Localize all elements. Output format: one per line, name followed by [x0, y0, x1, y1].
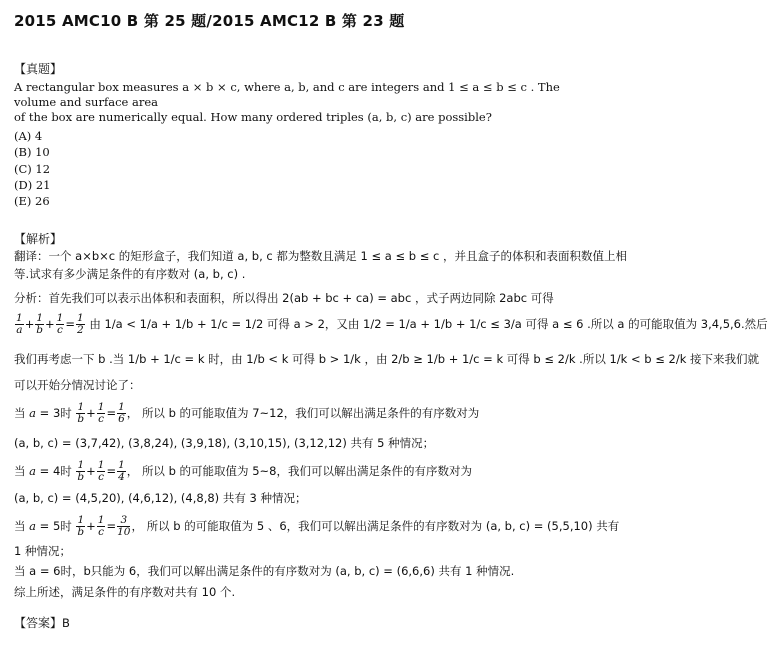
case-5-text: 所以 b 的可能取值为 5 、6，我们可以解出满足条件的有序数对为 (a, b, c) = (5,5,10) 共有: [146, 519, 620, 533]
analysis-equation-line: $\frac{1}{a}$ + $\frac{1}{b}$ + $\frac{1}{c}$ = $\frac{1}{2}$ 由 1/a < 1/a + 1/b + 1/c = 1/2 可得 a > 2，又由 1/2 = 1/a + 1/b + 1/c ≤ 3/a 可得 a ≤ 6 .所以 a 的可能取值为 3,4,5,6.然后: [16, 312, 768, 336]
analysis-line-3: 我们再考虑一下 b .当 1/b + 1/c = k 时，由 1/b < k 可得 b > 1/k ，由 2/b ≥ 1/b + 1/c = k 可得 b ≤ 2/k .所以 1/k < b ≤ 2/k 接下来我们就: [14, 352, 760, 366]
case-4-text: 所以 b 的可能取值为 5~8，我们可以解出满足条件的有序数对为: [141, 464, 472, 478]
case-4-line-2: (a, b, c) = (4,5,20), (4,6,12), (4,8,8) 共有 3 种情况；: [14, 491, 307, 505]
fraction: $\frac{1}{2}$: [76, 312, 84, 336]
choice-b: (B) 10: [14, 145, 50, 160]
case-3-text: 所以 b 的可能取值为 7~12，我们可以解出满足条件的有序数对为: [141, 406, 480, 420]
analysis-line-2: 由 1/a < 1/a + 1/b + 1/c = 1/2 可得 a > 2，又由 1/2 = 1/a + 1/b + 1/c ≤ 3/a 可得 a ≤ 6 .所以 a 的可能取值为 3,4,5,6.然后: [89, 317, 768, 331]
summary-line: 综上所述，满足条件的有序数对共有 10 个.: [14, 585, 236, 599]
analysis-line-4: 可以开始分情况讨论了：: [14, 378, 141, 392]
answer-value: B: [62, 616, 70, 630]
fraction: $\frac{1}{b}$: [36, 312, 44, 336]
problem-header: 【真题】: [14, 62, 63, 76]
answer-line: [14, 614, 609, 631]
choice-d: (D) 21: [14, 177, 51, 192]
translation-line-1: 翻译：一个 a×b×c 的矩形盒子，我们知道 a, b, c 都为整数且满足 1 ≤ a ≤ b ≤ c ，并且盒子的体积和表面积数值上相: [14, 249, 627, 263]
fraction: $\frac{1}{b}$: [77, 459, 85, 483]
fraction: $\frac{1}{6}$: [118, 401, 125, 425]
problem-text: [14, 80, 604, 125]
fraction: $\frac{1}{c}$: [97, 401, 105, 425]
choice-e: (E) 26: [14, 194, 50, 209]
problem-line-1: A rectangular box measures a × b × c, where a, b, and c are integers and 1 ≤ a ≤ b ≤ c . The volume and surface area: [14, 80, 560, 109]
case-6-line: 当 a = 6时，b只能为 6，我们可以解出满足条件的有序数对为 (a, b, c) = (6,6,6) 共有 1 种情况.: [14, 564, 515, 578]
fraction: $\frac{1}{c}$: [56, 312, 64, 336]
fraction: $\frac{1}{b}$: [77, 514, 85, 538]
case-3-line-2: (a, b, c) = (3,7,42), (3,8,24), (3,9,18), (3,10,15), (3,12,12) 共有 5 种情况；: [14, 436, 435, 450]
page-title: 2015 AMC10 B 第 25 题/2015 AMC12 B 第 23 题: [14, 12, 405, 30]
case-5-line-1: 当 a = 5时 $\frac{1}{b}$ + $\frac{1}{c}$ = $\frac{3}{10}$ ， 所以 b 的可能取值为 5 、6，我们可以解出满足条件的有序数对为 (a, b, c) = (5,5,10) 共有: [14, 514, 620, 538]
fraction: $\frac{1}{b}$: [77, 401, 85, 425]
fraction: $\frac{1}{c}$: [97, 514, 105, 538]
choice-a: (A) 4: [14, 129, 43, 143]
solution-header: 【解析】: [14, 232, 63, 246]
choice-c: (C) 12: [14, 161, 51, 176]
translation-line-2: 等.试求有多少满足条件的有序数对 (a, b, c) .: [14, 267, 246, 281]
answer-header: 【答案】: [14, 616, 63, 630]
fraction: $\frac{1}{4}$: [118, 459, 125, 483]
fraction: $\frac{1}{a}$: [16, 312, 23, 336]
case-4-line-1: 当 a = 4时 $\frac{1}{b}$ + $\frac{1}{c}$ = $\frac{1}{4}$ ， 所以 b 的可能取值为 5~8，我们可以解出满足条件的有序数对为: [14, 459, 472, 483]
case-5-line-2: 1 种情况；: [14, 544, 71, 558]
case-3-line-1: 当 a = 3时 $\frac{1}{b}$ + $\frac{1}{c}$ = $\frac{1}{6}$ ， 所以 b 的可能取值为 7~12，我们可以解出满足条件的有序数对为: [14, 401, 480, 425]
fraction: $\frac{1}{c}$: [97, 459, 105, 483]
answer-choices: [14, 128, 50, 209]
problem-line-2: of the box are numerically equal. How many ordered triples (a, b, c) are possible?: [14, 110, 492, 124]
fraction: $\frac{3}{10}$: [117, 514, 131, 538]
analysis-line-1: 分析：首先我们可以表示出体积和表面积，所以得出 2(ab + bc + ca) = abc ，式子两边同除 2abc 可得: [14, 291, 554, 305]
